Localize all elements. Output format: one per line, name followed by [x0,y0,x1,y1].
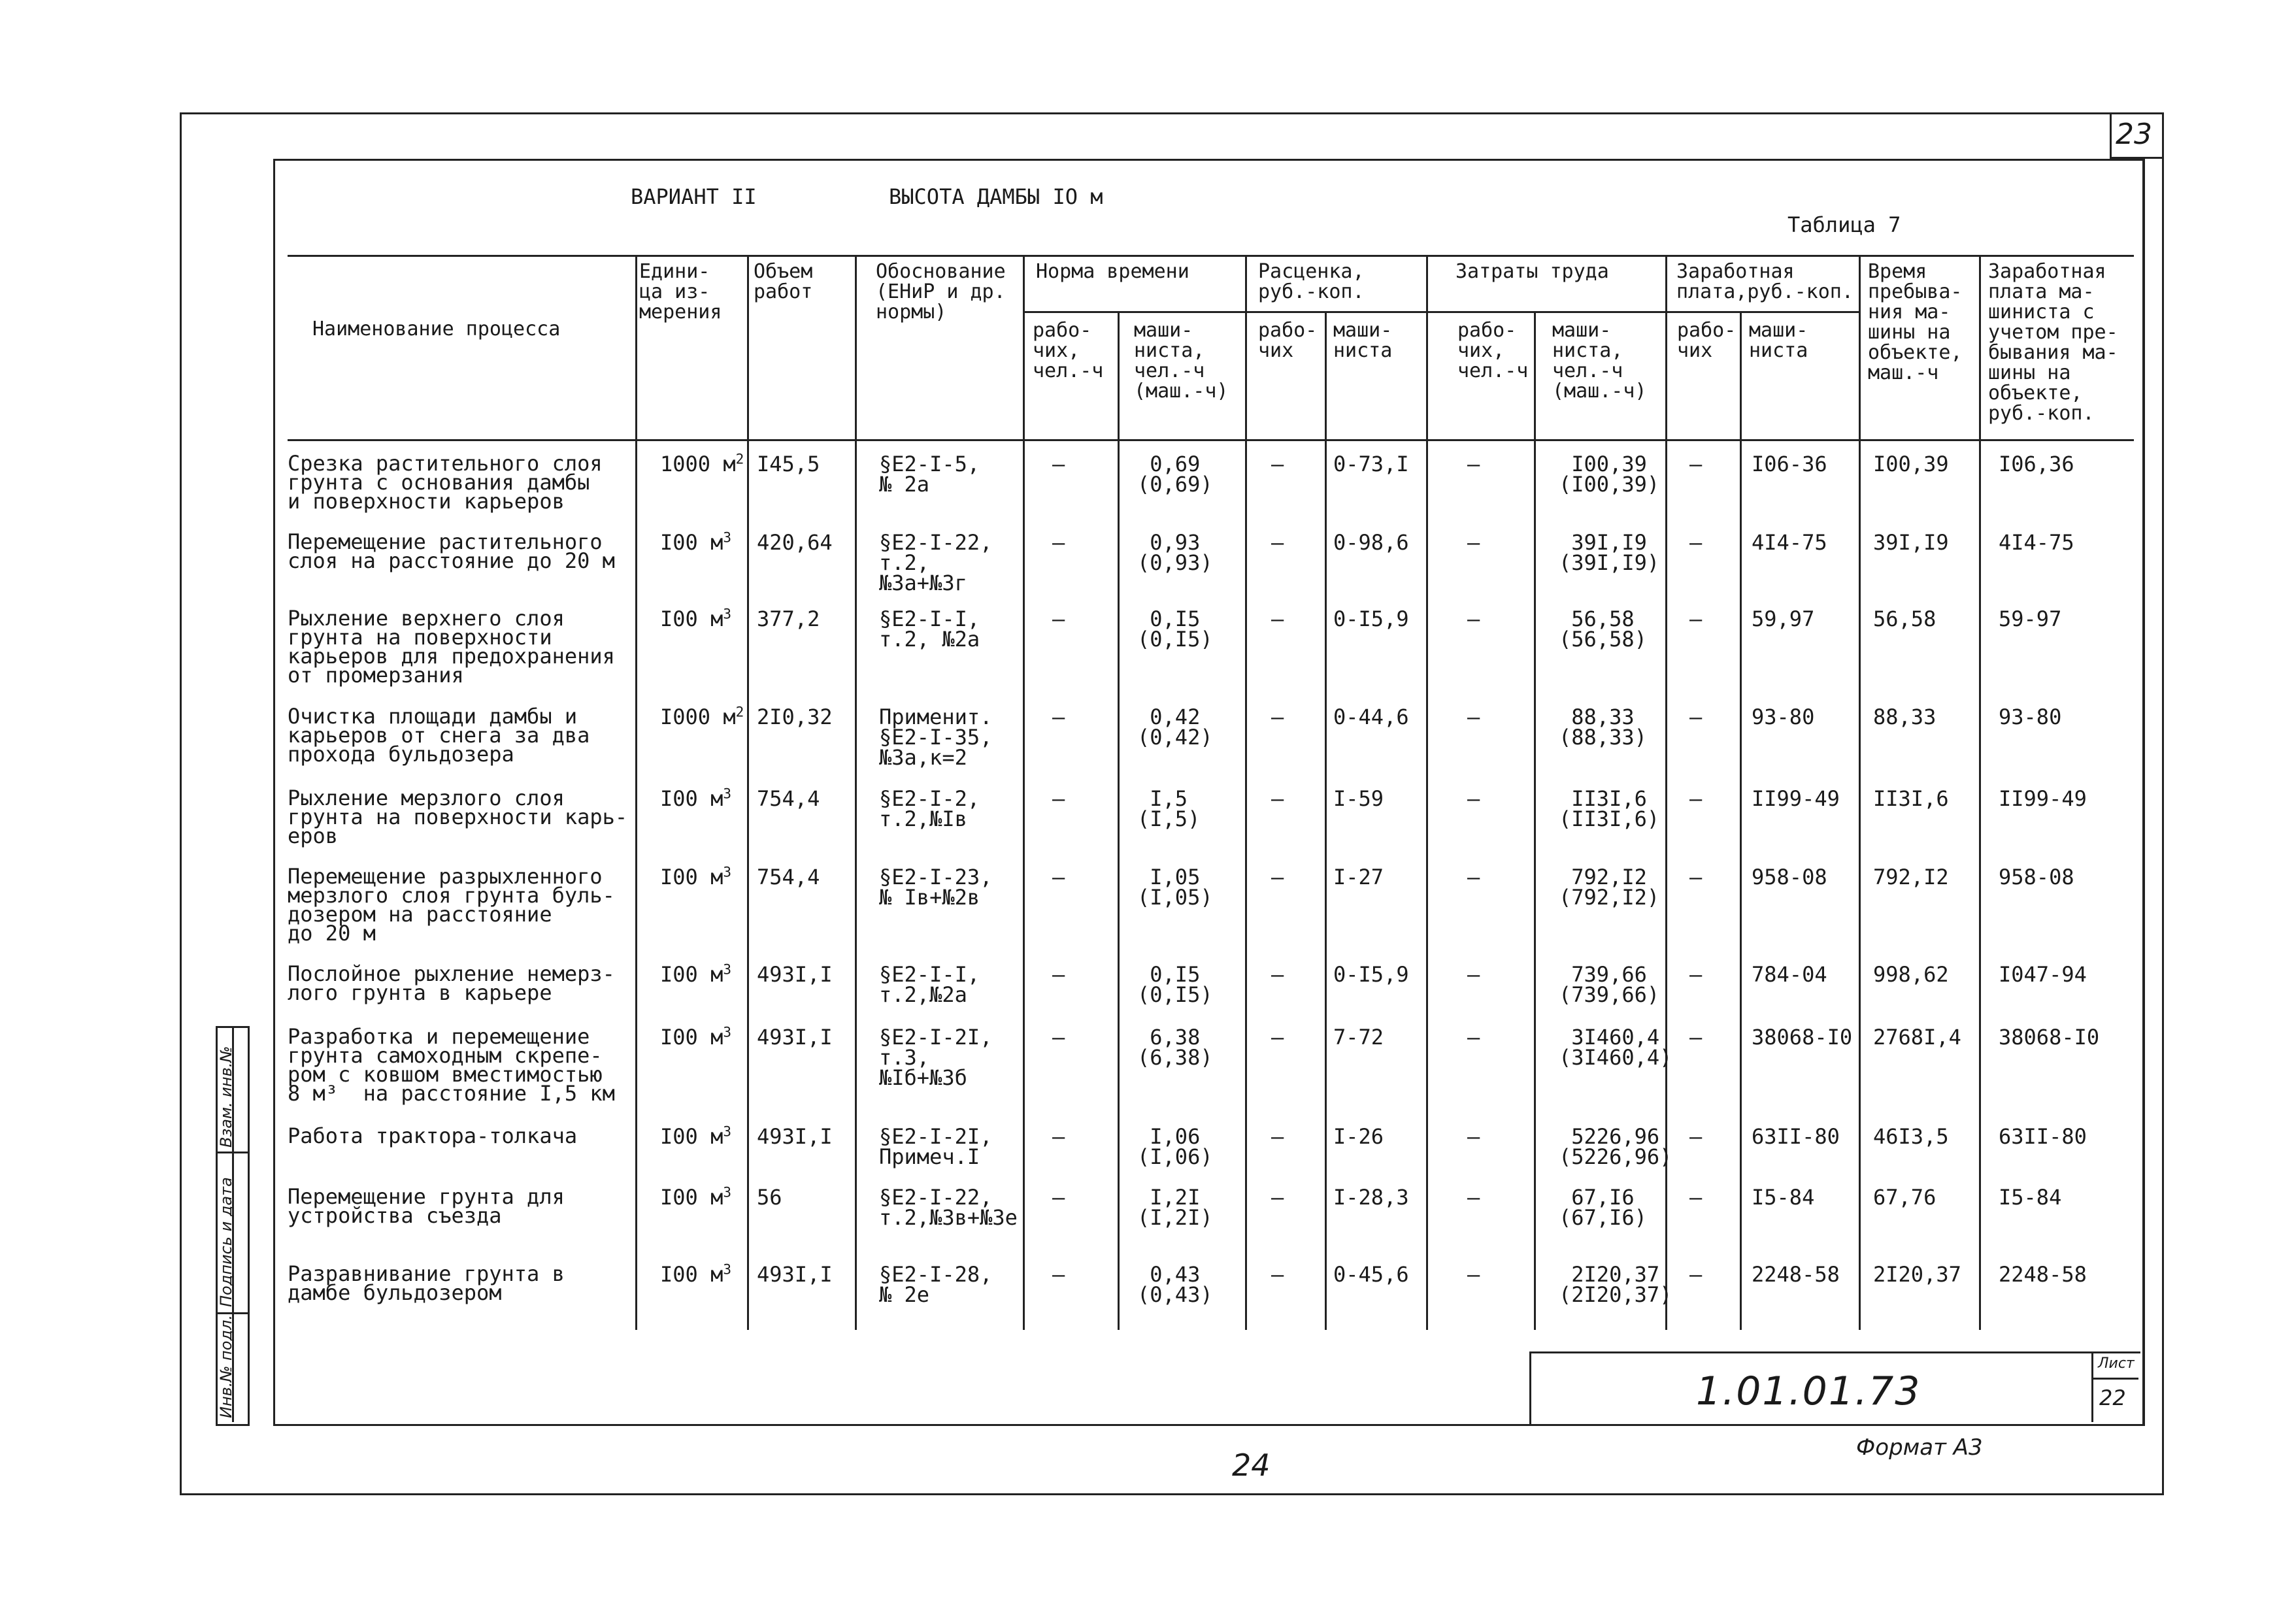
unit-text: I00 м [660,1185,723,1210]
wage-machinists-cell: 38068-I0 [1752,1025,1853,1050]
basis-cell: §E2-I-22, т.2,№3в+№3е [879,1185,1018,1230]
unit-cell [660,1261,731,1287]
basis-cell: §E2-I-I, т.2, №2a [879,606,980,652]
wage-workers-cell: – [1689,452,1703,476]
unit-text: I00 м [660,786,723,811]
process-name-cell: Рыхление мерзлого слоя грунта на поверхности карь- еров [288,786,628,848]
wage-workers-cell: – [1689,704,1703,729]
time-on-site-cell: 2768I,4 [1873,1025,1961,1050]
norm-workers-cell: – [1052,1124,1065,1149]
header-top-line [288,255,2134,257]
norm-workers-cell: – [1052,786,1065,811]
wage-workers-cell: – [1689,1025,1703,1050]
time-on-site-cell: 88,33 [1873,704,1937,729]
rate-machinists-cell: I-28,3 [1333,1185,1409,1210]
labor-workers-cell: – [1467,962,1480,987]
norm-machinists-cell: I,5 (I,5) [1137,786,1201,831]
labor-machinists-cell: 56,58 (56,58) [1559,606,1647,652]
rate-machinists-cell: 0-45,6 [1333,1262,1409,1287]
sheet-label: Лист [2098,1355,2135,1372]
rate-workers-cell: – [1271,1124,1284,1149]
volume-cell: 420,64 [757,530,833,555]
wage-total-cell: I047-94 [1999,962,2087,987]
rate-machinists-cell: I-26 [1333,1124,1384,1149]
time-on-site-cell: 39I,I9 [1873,530,1949,555]
basis-cell: §E2-I-2, т.2,№Iв [879,786,980,831]
wage-machinists-cell: 2248-58 [1752,1262,1840,1287]
volume-cell: I45,5 [757,452,820,476]
norm-machinists-cell: I,05 (I,05) [1137,865,1213,910]
labor-machinists-cell: 67,I6 (67,I6) [1559,1185,1647,1230]
header-name: Наименование процесса [312,318,561,340]
labor-workers-cell: – [1467,452,1480,476]
labor-machinists-cell: 39I,I9 (39I,I9) [1559,530,1660,575]
wage-total-cell: I06,36 [1999,452,2074,476]
unit-cell [660,961,731,987]
time-on-site-cell: II3I,6 [1873,786,1949,811]
norm-machinists-cell: I,06 (I,06) [1137,1124,1213,1169]
rate-machinists-cell: 0-I5,9 [1333,606,1409,631]
unit-text: I00 м [660,865,723,889]
process-name-cell: Перемещение разрыхленного мерзлого слоя грунта буль- дозером на расстояние до 20 м [288,864,615,946]
labor-machinists-cell: 3I460,4 (3I460,4) [1559,1025,1672,1070]
volume-cell: 56 [757,1185,782,1210]
labor-workers-cell: – [1467,704,1480,729]
header-labor: Затраты труда [1455,260,1609,283]
unit-exponent: 2 [735,451,744,467]
labor-workers-cell: – [1467,865,1480,889]
unit-cell [660,786,731,811]
time-on-site-cell: 56,58 [1873,606,1937,631]
rate-workers-cell: – [1271,786,1284,811]
norm-workers-cell: – [1052,865,1065,889]
header-wage: Заработная плата,руб.-коп. [1676,260,1853,303]
wage-workers-cell: – [1689,606,1703,631]
volume-cell: 493I,I [757,1124,833,1149]
stamp-podpis: Подпись и дата [217,1177,235,1307]
labor-machinists-cell: 5226,96 (5226,96) [1559,1124,1672,1169]
time-on-site-cell: I00,39 [1873,452,1949,476]
basis-cell: §E2-I-2I, т.3, №Iб+№3б [879,1025,993,1090]
labor-workers-cell: – [1467,786,1480,811]
wage-workers-cell: – [1689,1185,1703,1210]
wage-workers-cell: – [1689,962,1703,987]
norm-machinists-cell: 0,I5 (0,I5) [1137,606,1213,652]
header-basis: Обоснование (ЕНиР и др. нормы) [876,260,1006,323]
unit-exponent: 3 [723,1184,731,1201]
labor-workers-cell: – [1467,1262,1480,1287]
basis-cell: §E2-I-I, т.2,№2a [879,962,980,1007]
header-wage-workers: рабо- чих [1677,319,1737,362]
unit-cell [660,1123,731,1149]
dam-height-title: ВЫСОТА ДАМБЫ IO м [889,184,1103,209]
unit-cell [660,1184,731,1210]
rate-machinists-cell: 0-73,I [1333,452,1409,476]
norm-workers-cell: – [1052,530,1065,555]
labor-workers-cell: – [1467,530,1480,555]
wage-machinists-cell: 4I4-75 [1752,530,1827,555]
sheet-number: 22 [2099,1385,2126,1410]
format-label: Формат А3 [1856,1434,1983,1461]
rate-machinists-cell: I-27 [1333,865,1384,889]
wage-machinists-cell: I5-84 [1752,1185,1815,1210]
unit-exponent: 3 [723,961,731,978]
wage-workers-cell: – [1689,865,1703,889]
rate-machinists-cell: I-59 [1333,786,1384,811]
labor-machinists-cell: II3I,6 (II3I,6) [1559,786,1660,831]
header-unit: Едини- ца из- мерения [639,260,722,323]
labor-workers-cell: – [1467,1124,1480,1149]
header-rate: Расценка, руб.-коп. [1258,260,1365,303]
norm-workers-cell: – [1052,962,1065,987]
labor-machinists-cell: I00,39 (I00,39) [1559,452,1660,497]
unit-text: I000 м [660,704,736,729]
norm-workers-cell: – [1052,606,1065,631]
unit-cell [660,606,731,631]
unit-text: I00 м [660,530,723,555]
header-volume: Объем работ [754,260,813,303]
header-wage-total: Заработная плата ма- шиниста с учетом пре- бывания ма- шины на объекте, руб.-коп. [1988,260,2118,425]
volume-cell: 493I,I [757,962,833,987]
rate-machinists-cell: 0-I5,9 [1333,962,1409,987]
unit-exponent: 3 [723,786,731,802]
labor-workers-cell: – [1467,1185,1480,1210]
rate-workers-cell: – [1271,1185,1284,1210]
norm-machinists-cell: 6,38 (6,38) [1137,1025,1213,1070]
unit-text: I00 м [660,962,723,987]
wage-machinists-cell: 63II-80 [1752,1124,1840,1149]
time-on-site-cell: 792,I2 [1873,865,1949,889]
unit-exponent: 3 [723,529,731,546]
header-norm-machinists: маши- ниста, чел.-ч (маш.-ч) [1134,319,1229,403]
labor-machinists-cell: 2I20,37 (2I20,37) [1559,1262,1672,1307]
process-name-cell: Перемещение растительного слоя на расстояние до 20 м [288,529,615,573]
header-time-on-site: Время пребыва- ния ма- шины на объекте, маш.-ч [1868,260,1963,384]
unit-exponent: 3 [723,1123,731,1140]
corner-number: 23 [2116,118,2152,151]
process-name-cell: Послойное рыхление немерз- лого грунта в карьере [288,961,615,1005]
wage-machinists-cell: I06-36 [1752,452,1827,476]
time-on-site-cell: 46I3,5 [1873,1124,1949,1149]
unit-cell [660,704,744,729]
header-norm-workers: рабо- чих, чел.-ч [1033,319,1104,382]
header-rate-workers: рабо- чих [1258,319,1318,362]
rate-workers-cell: – [1271,704,1284,729]
norm-workers-cell: – [1052,452,1065,476]
norm-workers-cell: – [1052,1025,1065,1050]
wage-workers-cell: – [1689,1262,1703,1287]
process-name-cell: Работа трактора-толкача [288,1123,578,1148]
wage-machinists-cell: II99-49 [1752,786,1840,811]
wage-total-cell: II99-49 [1999,786,2087,811]
unit-exponent: 2 [735,704,744,720]
header-labor-workers: рабо- чих, чел.-ч [1457,319,1529,382]
norm-machinists-cell: 0,42 (0,42) [1137,704,1213,750]
wage-total-cell: 958-08 [1999,865,2074,889]
basis-cell: §E2-I-2I, Примеч.I [879,1124,993,1169]
time-on-site-cell: 67,76 [1873,1185,1937,1210]
wage-total-cell: 63II-80 [1999,1124,2087,1149]
rate-workers-cell: – [1271,1025,1284,1050]
labor-machinists-cell: 88,33 (88,33) [1559,704,1647,750]
unit-exponent: 3 [723,1024,731,1040]
stamp-vzam: Взам. инв.№ [217,1046,235,1148]
header-wage-machinists: маши- ниста [1749,319,1808,362]
rate-workers-cell: – [1271,452,1284,476]
process-name-cell: Перемещение грунта для устройства съезда [288,1184,565,1228]
unit-text: I00 м [660,1262,723,1287]
wage-total-cell: I5-84 [1999,1185,2062,1210]
unit-exponent: 3 [723,1261,731,1278]
wage-total-cell: 2248-58 [1999,1262,2087,1287]
rate-workers-cell: – [1271,530,1284,555]
norm-workers-cell: – [1052,1185,1065,1210]
unit-cell [660,1024,731,1050]
time-on-site-cell: 2I20,37 [1873,1262,1961,1287]
wage-total-cell: 4I4-75 [1999,530,2074,555]
stamp-inv-podl: Инв.№ подл. [217,1315,235,1418]
process-name-cell: Рыхление верхнего слоя грунта на поверхности карьеров для предохранения от промерзания [288,606,615,688]
process-name-cell: Очистка площади дамбы и карьеров от снега за два прохода бульдозера [288,704,590,767]
wage-total-cell: 93-80 [1999,704,2062,729]
volume-cell: 377,2 [757,606,820,631]
unit-cell [660,451,744,476]
rate-machinists-cell: 0-98,6 [1333,530,1409,555]
wage-workers-cell: – [1689,1124,1703,1149]
volume-cell: 2I0,32 [757,704,833,729]
rate-workers-cell: – [1271,1262,1284,1287]
wage-machinists-cell: 59,97 [1752,606,1815,631]
norm-machinists-cell: 0,43 (0,43) [1137,1262,1213,1307]
header-norm-time: Норма времени [1036,260,1189,283]
unit-text: I00 м [660,1025,723,1050]
unit-cell [660,529,731,555]
basis-cell: §E2-I-22, т.2, №3a+№3г [879,530,993,595]
wage-total-cell: 59-97 [1999,606,2062,631]
basis-cell: Применит. §E2-I-35, №3a,к=2 [879,704,993,770]
header-bottom-line [288,439,2134,441]
basis-cell: §E2-I-23, № Iв+№2в [879,865,993,910]
process-name-cell: Разравнивание грунта в дамбе бульдозером [288,1261,565,1305]
wage-total-cell: 38068-I0 [1999,1025,2100,1050]
volume-cell: 754,4 [757,865,820,889]
norm-workers-cell: – [1052,704,1065,729]
process-name-cell: Разработка и перемещение грунта самоходным скрепе- ром с ковшом вместимостью 8 м³ на расстояние I,5 км [288,1024,615,1106]
volume-cell: 754,4 [757,786,820,811]
rate-machinists-cell: 0-44,6 [1333,704,1409,729]
header-labor-machinists: маши- ниста, чел.-ч (маш.-ч) [1552,319,1647,403]
labor-machinists-cell: 739,66 (739,66) [1559,962,1660,1007]
unit-text: 1000 м [660,452,736,476]
rate-workers-cell: – [1271,962,1284,987]
wage-machinists-cell: 784-04 [1752,962,1827,987]
norm-machinists-cell: 0,69 (0,69) [1137,452,1213,497]
volume-cell: 493I,I [757,1025,833,1050]
unit-exponent: 3 [723,606,731,622]
norm-machinists-cell: 0,I5 (0,I5) [1137,962,1213,1007]
basis-cell: §E2-I-5, № 2a [879,452,980,497]
unit-text: I00 м [660,606,723,631]
page-number: 24 [1232,1448,1271,1483]
wage-workers-cell: – [1689,786,1703,811]
norm-workers-cell: – [1052,1262,1065,1287]
norm-machinists-cell: I,2I (I,2I) [1137,1185,1213,1230]
header-rate-machinists: маши- ниста [1333,319,1393,362]
labor-workers-cell: – [1467,606,1480,631]
norm-machinists-cell: 0,93 (0,93) [1137,530,1213,575]
wage-machinists-cell: 93-80 [1752,704,1815,729]
labor-machinists-cell: 792,I2 (792,I2) [1559,865,1660,910]
labor-workers-cell: – [1467,1025,1480,1050]
rate-machinists-cell: 7-72 [1333,1025,1384,1050]
wage-machinists-cell: 958-08 [1752,865,1827,889]
volume-cell: 493I,I [757,1262,833,1287]
variant-title: ВАРИАНТ II [631,184,757,209]
time-on-site-cell: 998,62 [1873,962,1949,987]
unit-text: I00 м [660,1124,723,1149]
process-name-cell: Срезка растительного слоя грунта с основания дамбы и поверхности карьеров [288,451,603,514]
document-code: 1.01.01.73 [1696,1368,1921,1414]
rate-workers-cell: – [1271,865,1284,889]
rate-workers-cell: – [1271,606,1284,631]
wage-workers-cell: – [1689,530,1703,555]
unit-cell [660,864,731,889]
unit-exponent: 3 [723,864,731,880]
table-label: Таблица 7 [1787,212,1901,237]
basis-cell: §E2-I-28, № 2e [879,1262,993,1307]
